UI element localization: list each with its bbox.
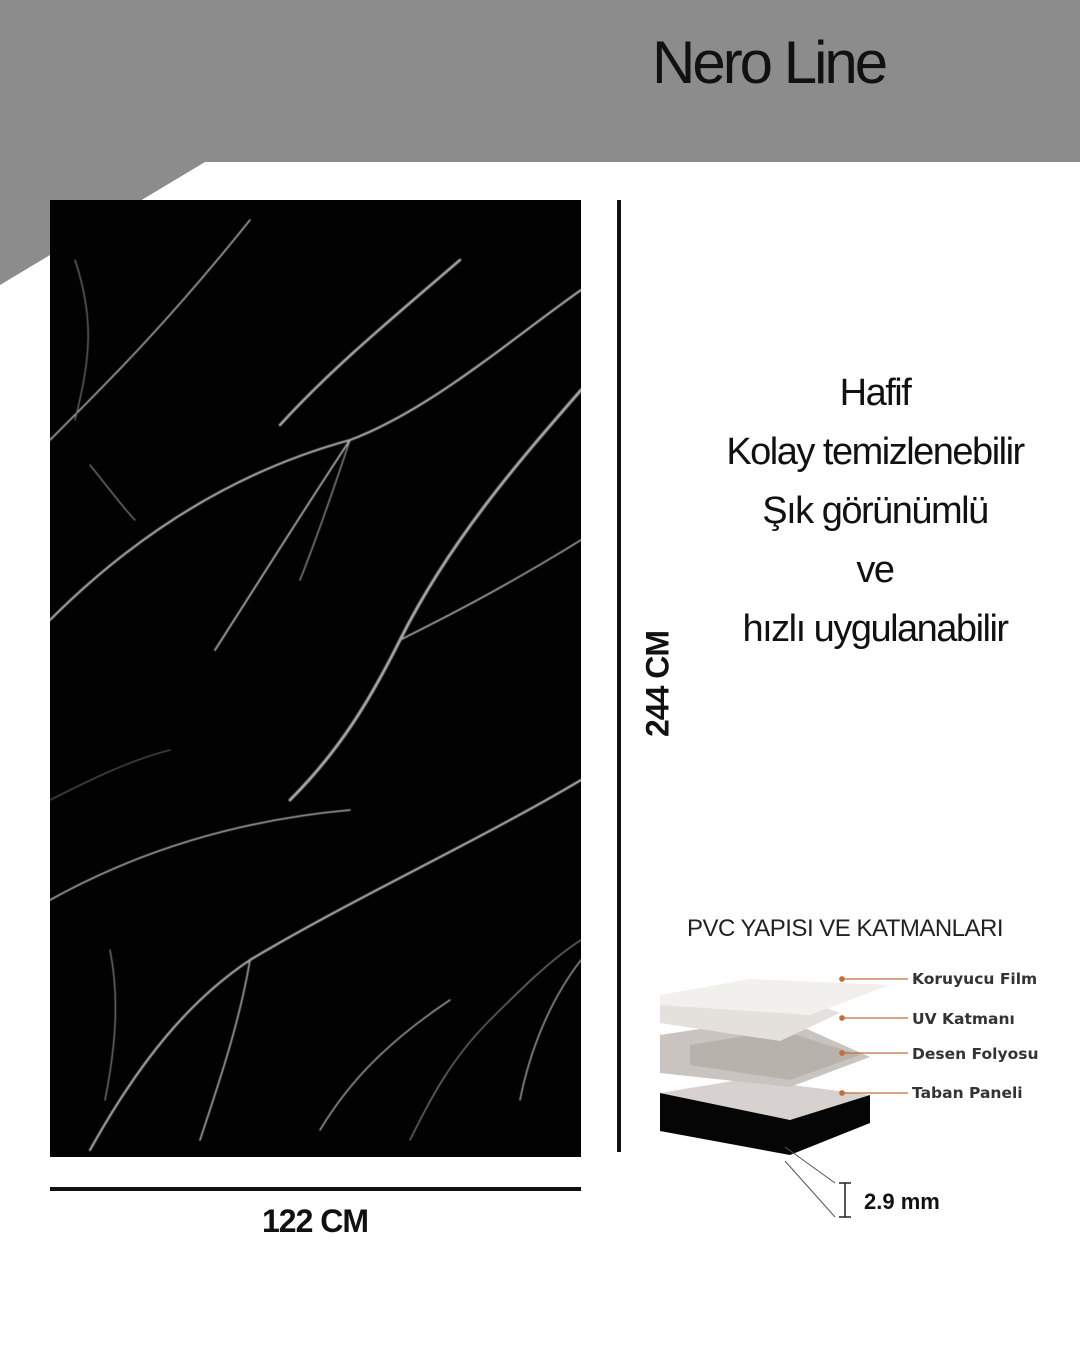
pvc-title: PVC YAPISI VE KATMANLARI xyxy=(686,915,1004,942)
thickness-label: 2.9 mm xyxy=(864,1189,940,1214)
feature-item: Hafif xyxy=(839,372,911,414)
features-list xyxy=(690,364,1060,659)
product-title: Nero Line xyxy=(652,29,886,96)
layer-label: Taban Paneli xyxy=(912,1084,1023,1102)
height-dimension-line xyxy=(617,200,621,1152)
feature-item: hızlı uygulanabilir xyxy=(742,608,1008,650)
marble-panel-image xyxy=(50,200,581,1157)
feature-item: Kolay temizlenebilir xyxy=(726,431,1024,473)
layer-label: Desen Folyosu xyxy=(912,1045,1039,1063)
width-label: 122 CM xyxy=(261,1203,369,1239)
layer-label: UV Katmanı xyxy=(912,1010,1015,1028)
feature-item: ve xyxy=(856,549,894,591)
layer-label: Koruyucu Film xyxy=(912,970,1038,988)
height-label: 244 CM xyxy=(639,630,676,738)
pvc-layers-diagram xyxy=(630,905,1060,1235)
pvc-layers-illustration xyxy=(630,905,1060,1235)
width-dimension-line xyxy=(50,1187,581,1191)
feature-item: Şık görünümlü xyxy=(762,490,988,532)
